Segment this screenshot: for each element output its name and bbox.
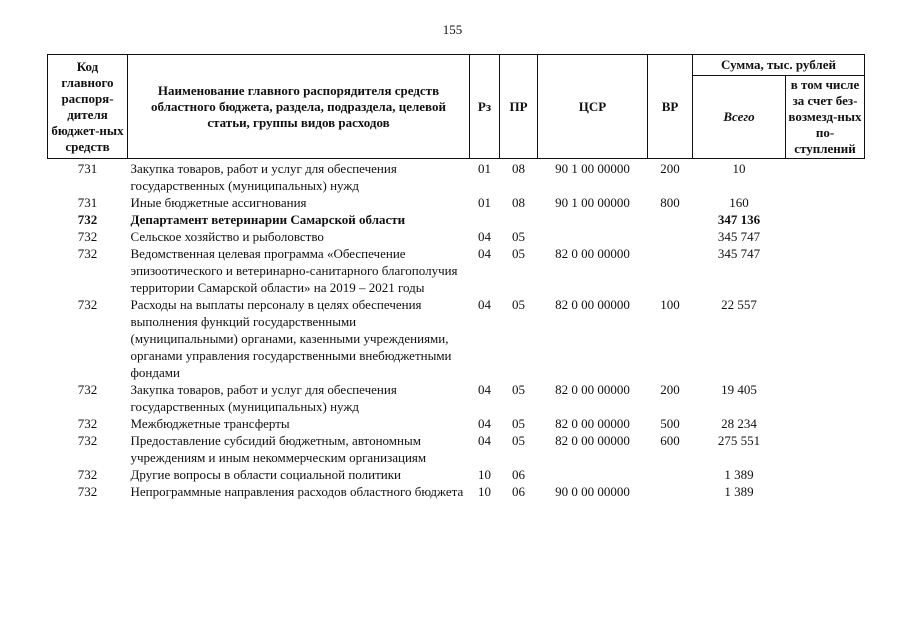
row-name: Расходы на выплаты персоналу в целях обеспечения выполнения функций государственными (муниципальными) органами, казенными учреждениями, органами управления государственными внебюджетными фондами <box>130 297 452 380</box>
row-csr: 82 0 00 00000 <box>555 416 630 431</box>
row-pr: 08 <box>512 161 525 176</box>
row-gratuitous <box>786 245 865 296</box>
row-vr <box>648 483 693 500</box>
row-rz: 04 <box>478 416 491 431</box>
row-code: 732 <box>77 416 98 431</box>
table-row <box>48 228 865 245</box>
header-gratuitous: в том числе за счет без-возмезд-ных по-ступлений <box>786 76 865 159</box>
row-csr: 90 1 00 00000 <box>555 195 630 210</box>
row-total: 1 389 <box>724 484 754 499</box>
row-total: 345 747 <box>717 229 761 244</box>
row-gratuitous <box>786 432 865 466</box>
row-total: 28 234 <box>721 416 757 431</box>
table-row <box>48 466 865 483</box>
row-code: 732 <box>77 297 98 312</box>
row-code: 732 <box>77 467 98 482</box>
header-csr: ЦСР <box>538 55 648 159</box>
row-gratuitous <box>786 228 865 245</box>
row-vr <box>648 211 693 228</box>
row-pr: 08 <box>512 195 525 210</box>
row-pr: 05 <box>512 416 525 431</box>
row-rz: 01 <box>478 161 491 176</box>
row-total: 1 389 <box>724 467 754 482</box>
row-vr: 100 <box>660 297 680 312</box>
row-gratuitous <box>786 159 865 195</box>
row-pr: 05 <box>512 229 525 244</box>
row-rz: 04 <box>478 229 491 244</box>
row-vr: 500 <box>660 416 680 431</box>
row-rz: 01 <box>478 195 491 210</box>
table-row <box>48 296 865 381</box>
row-csr: 90 1 00 00000 <box>555 161 630 176</box>
row-gratuitous <box>786 296 865 381</box>
row-name: Ведомственная целевая программа «Обеспечение эпизоотического и ветеринарно-санитарного благополучия территории Самарской области» на 2019 – 2021 годы <box>130 246 458 295</box>
header-name: Наименование главного распорядителя средств областного бюджета, раздела, подраздела, целевой статьи, группы видов расходов <box>128 55 470 159</box>
header-rz: Рз <box>470 55 500 159</box>
row-name: Иные бюджетные ассигнования <box>130 195 307 210</box>
row-name: Непрограммные направления расходов областного бюджета <box>130 484 464 499</box>
row-code: 732 <box>77 433 98 448</box>
row-csr: 90 0 00 00000 <box>555 484 630 499</box>
row-total: 19 405 <box>721 382 757 397</box>
row-pr: 05 <box>512 246 525 261</box>
row-csr: 82 0 00 00000 <box>555 297 630 312</box>
row-name: Закупка товаров, работ и услуг для обеспечения государственных (муниципальных) нужд <box>130 382 397 414</box>
table-row <box>48 211 865 228</box>
row-code: 731 <box>77 161 98 176</box>
row-rz: 10 <box>478 467 491 482</box>
row-csr: 82 0 00 00000 <box>555 382 630 397</box>
row-rz: 04 <box>478 297 491 312</box>
row-pr <box>500 211 538 228</box>
table-row <box>48 381 865 415</box>
header-pr: ПР <box>500 55 538 159</box>
row-name: Сельское хозяйство и рыболовство <box>130 229 324 244</box>
table-row <box>48 245 865 296</box>
row-gratuitous <box>786 483 865 500</box>
row-name: Предоставление субсидий бюджетным, автономным учреждениям и иным некоммерческим организациям <box>130 433 427 465</box>
row-vr: 200 <box>660 382 680 397</box>
row-gratuitous <box>786 381 865 415</box>
row-total: 10 <box>732 161 746 176</box>
row-csr <box>538 228 648 245</box>
row-code: 731 <box>77 195 98 210</box>
row-pr: 06 <box>512 484 525 499</box>
row-name: Закупка товаров, работ и услуг для обеспечения государственных (муниципальных) нужд <box>130 161 397 193</box>
table-row <box>48 483 865 500</box>
page-number: 155 <box>442 22 463 37</box>
row-gratuitous <box>786 194 865 211</box>
row-code: 732 <box>77 229 98 244</box>
table-body <box>48 159 865 501</box>
row-gratuitous <box>786 415 865 432</box>
row-vr <box>648 228 693 245</box>
table-row <box>48 415 865 432</box>
row-pr: 05 <box>512 382 525 397</box>
row-rz: 04 <box>478 246 491 261</box>
header-total: Всего <box>693 76 786 159</box>
row-rz: 04 <box>478 382 491 397</box>
row-pr: 05 <box>512 433 525 448</box>
row-total: 275 551 <box>717 433 761 448</box>
row-name: Департамент ветеринарии Самарской области <box>130 212 406 227</box>
row-code: 732 <box>77 246 98 261</box>
row-name: Другие вопросы в области социальной политики <box>130 467 401 482</box>
row-pr: 06 <box>512 467 525 482</box>
row-rz: 04 <box>478 433 491 448</box>
row-code: 732 <box>77 382 98 397</box>
row-total: 160 <box>729 195 749 210</box>
header-code: Код главного распоря-дителя бюджет-ных средств <box>48 55 128 159</box>
header-vr: ВР <box>648 55 693 159</box>
budget-table <box>47 54 865 500</box>
row-gratuitous <box>786 211 865 228</box>
row-vr <box>648 245 693 296</box>
table-header <box>48 55 865 159</box>
table-row <box>48 194 865 211</box>
table-row <box>48 432 865 466</box>
row-total: 22 557 <box>721 297 757 312</box>
row-code: 732 <box>77 212 98 227</box>
row-csr: 82 0 00 00000 <box>555 246 630 261</box>
row-vr: 800 <box>660 195 680 210</box>
row-csr <box>538 466 648 483</box>
table-row <box>48 159 865 195</box>
row-total: 347 136 <box>717 212 761 227</box>
row-pr: 05 <box>512 297 525 312</box>
row-code: 732 <box>77 484 98 499</box>
row-vr: 200 <box>660 161 680 176</box>
row-vr <box>648 466 693 483</box>
row-total: 345 747 <box>717 246 761 261</box>
row-csr: 82 0 00 00000 <box>555 433 630 448</box>
row-rz: 10 <box>478 484 491 499</box>
row-gratuitous <box>786 466 865 483</box>
row-vr: 600 <box>660 433 680 448</box>
row-csr <box>538 211 648 228</box>
row-name: Межбюджетные трансферты <box>130 416 290 431</box>
row-rz <box>470 211 500 228</box>
header-amount: Сумма, тыс. рублей <box>693 55 865 76</box>
